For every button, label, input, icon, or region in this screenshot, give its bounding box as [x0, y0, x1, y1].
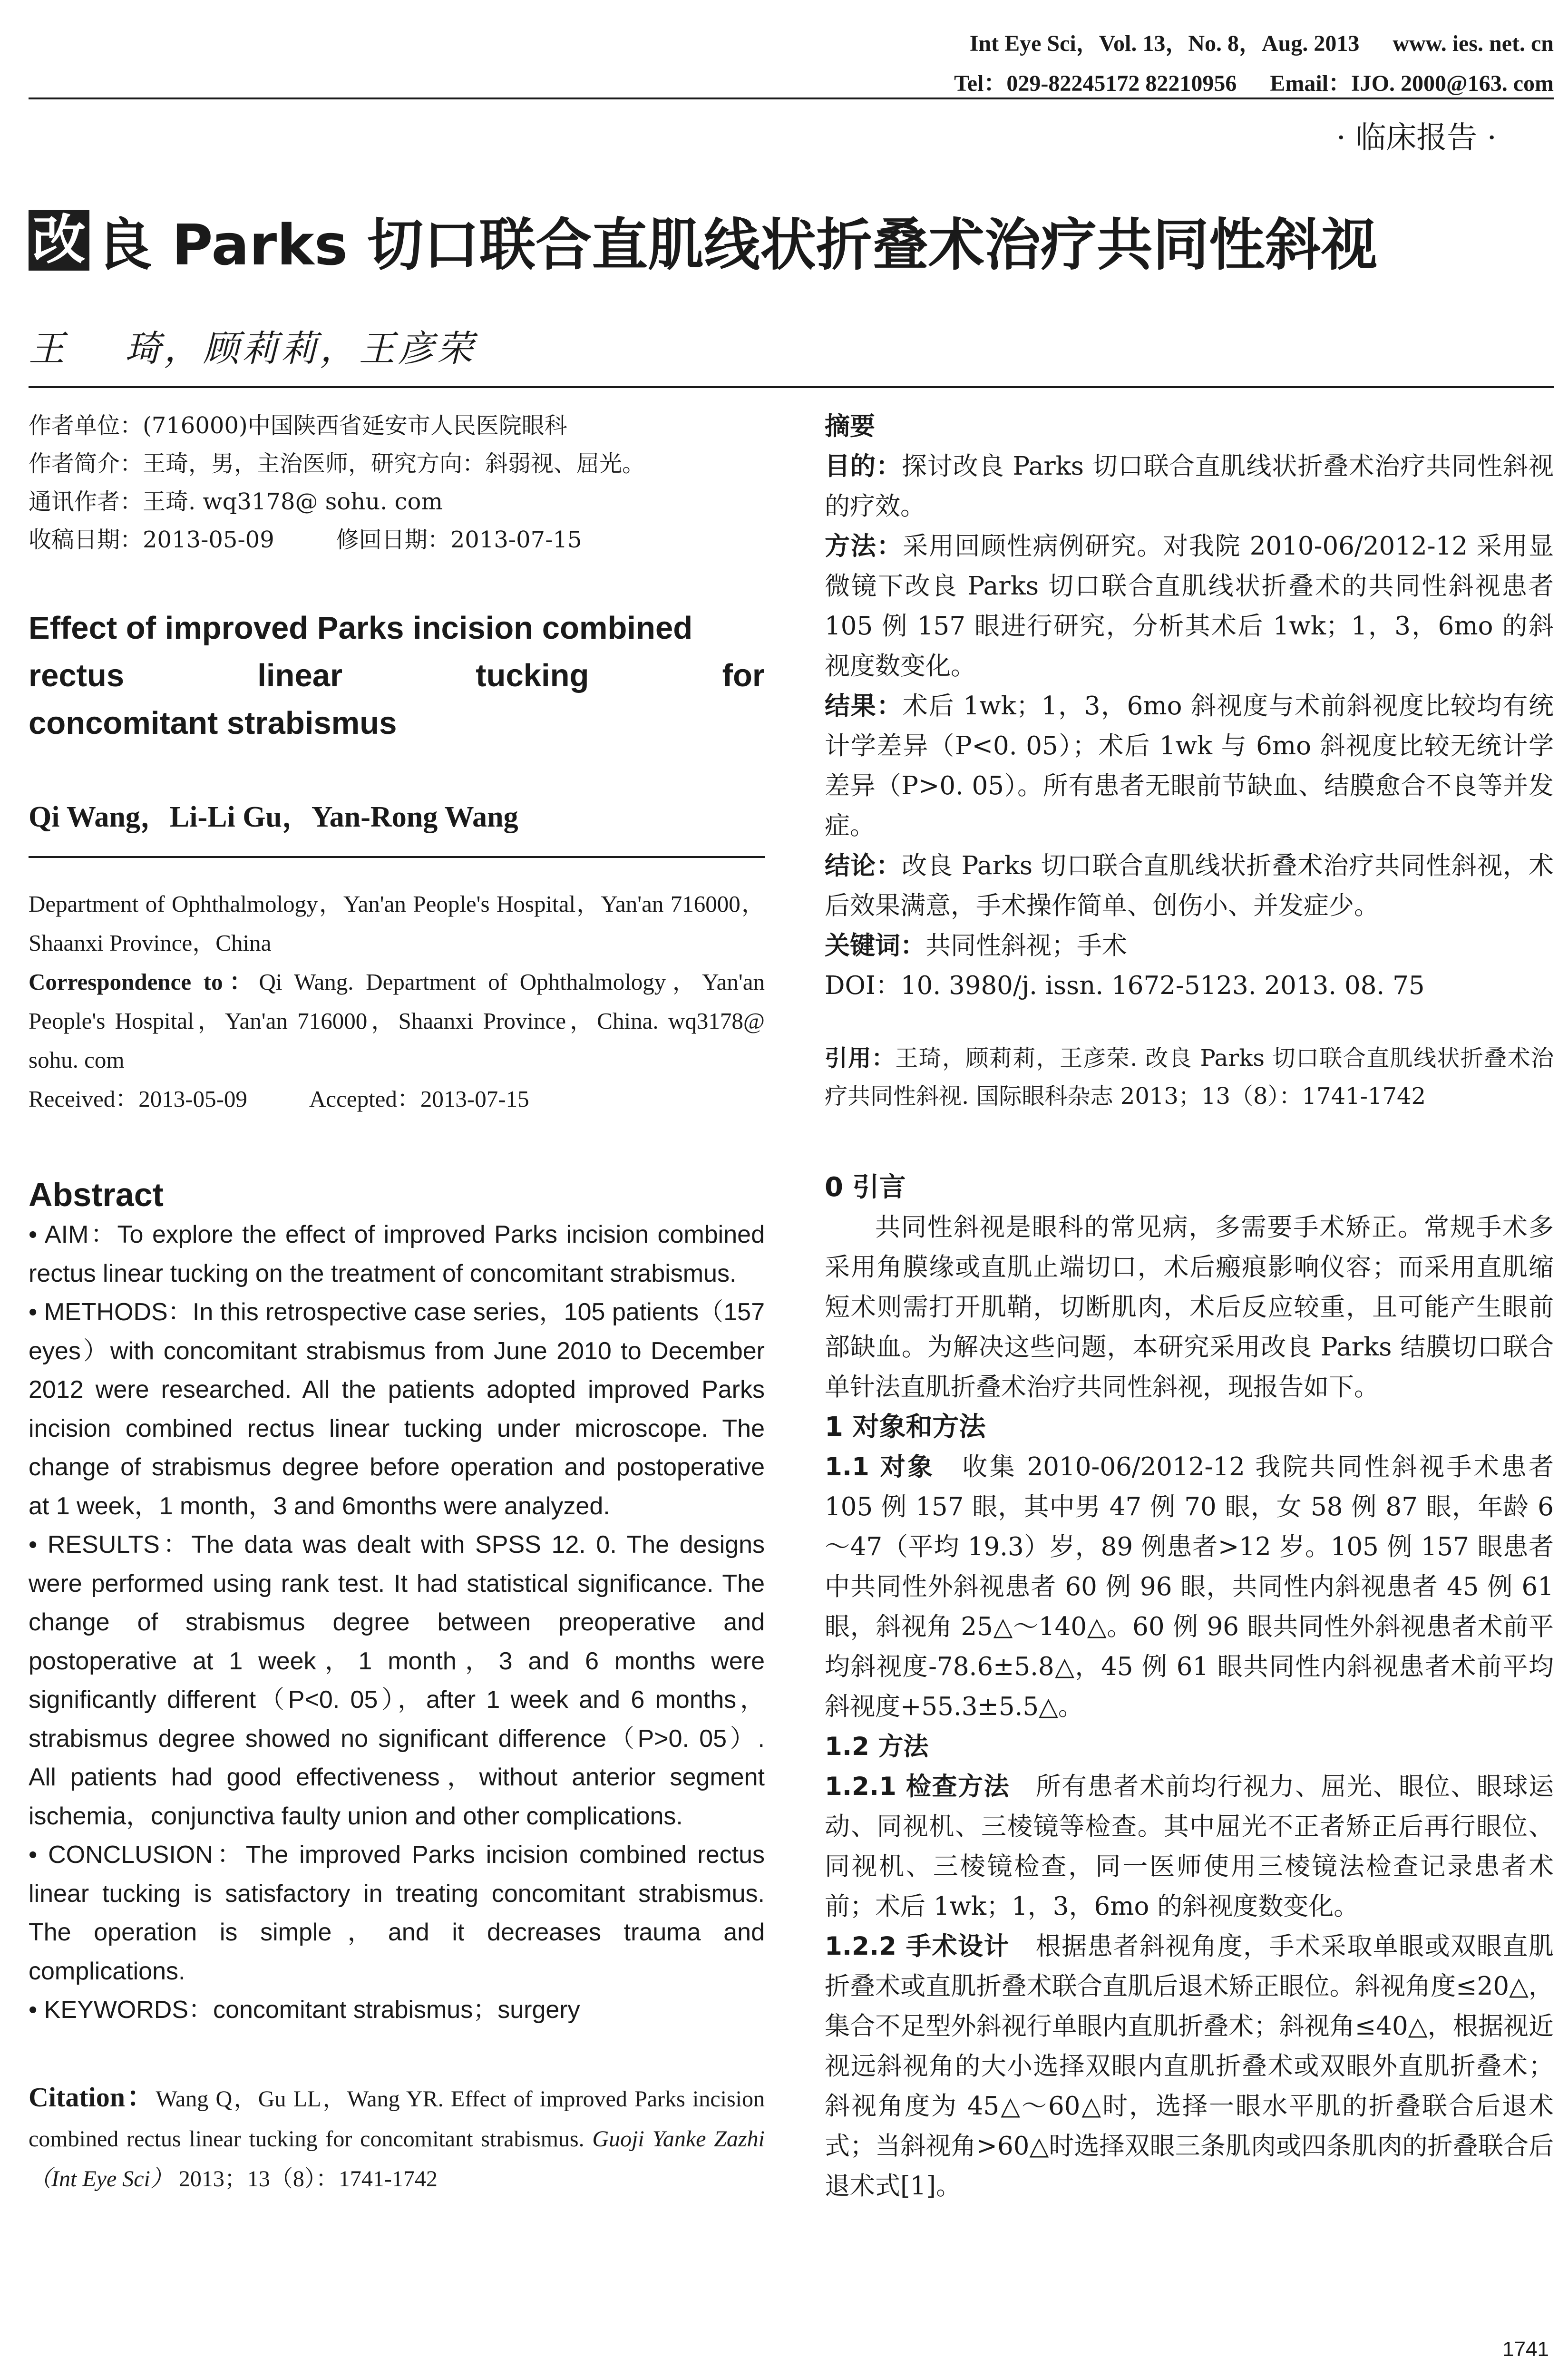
journal-tel: Tel：029-82245172 82210956: [954, 71, 1237, 96]
section-1-2-heading: 1.2 方法: [825, 1732, 929, 1761]
authors-cn: 王 琦，顾莉莉，王彦荣: [29, 327, 476, 370]
page-number: 1741: [1502, 2338, 1549, 2361]
english-title: [29, 604, 765, 747]
english-title-line2: [29, 652, 765, 700]
intro-paragraph: 共同性斜视是眼科的常见病，多需要手术矫正。常规手术多采用角膜缘或直肌止端切口，术后瘢痕影响仪容；而采用直肌缩短术则需打开肌鞘，切断肌肉，术后反应较重，且可能产生眼前部缺血。为解决这些问题，本研究采用改良 Parks 结膜切口联合单针法直肌折叠术治疗共同性斜视，现报告如下。: [825, 1213, 1554, 1402]
section-1-2-2-label: 1.2.2 手术设计: [825, 1932, 1010, 1961]
journal-website: www. ies. net. cn: [1393, 31, 1554, 56]
abstract-cn: [825, 407, 1554, 1006]
english-title-line1: Effect of improved Parks incision combined: [29, 610, 693, 646]
results-text: 术后 1wk；1，3，6mo 斜视度与术前斜视度比较均有统计学差异（P<0. 05）；术后 1wk 与 6mo 斜视度比较无统计学差异（P>0. 05）。所有患者无眼前节缺血、结膜愈合不良等并发症。: [825, 692, 1554, 840]
body-cn: [825, 1168, 1554, 2206]
methods-heading: 1 对象和方法: [825, 1412, 986, 1442]
revised-date-cn: 修回日期：2013-07-15: [336, 526, 582, 553]
author-info-cn: [29, 407, 765, 559]
citation-cn: [825, 1039, 1554, 1115]
abstract-cn-methods: [825, 526, 1554, 686]
abstract-cn-keywords: [825, 926, 1554, 966]
title-rule: [29, 386, 1554, 388]
methods-text: 采用回顾性病例研究。对我院 2010-06/2012-12 采用显微镜下改良 Parks 切口联合直肌线状折叠术的共同性斜视患者 105 例 157 眼进行研究，分析其术后 1wk；1，3，6mo 的斜视度数变化。: [825, 532, 1554, 681]
affiliation-block: [29, 885, 765, 1119]
conclusion-text: 改良 Parks 切口联合直肌线状折叠术治疗共同性斜视，术后效果满意，手术操作简单、创伤小、并发症少。: [825, 851, 1554, 920]
section-1-1-text: 收集 2010-06/2012-12 我院共同性斜视手术患者 105 例 157 眼，其中男 47 例 70 眼，女 58 例 87 眼，年龄 6～47（平均 19.3）岁，89 例患者>12 岁。105 例 157 眼患者中共同性外斜视患者 60 例 96 眼，共同性内斜视患者 45 例 61 眼，斜视角 25△～140△。60 例 96 眼共同性外斜视患者术前平均斜视度-78.6±5.8△，45 例 61 眼共同性内斜视患者术前平均斜视度+55.3±5.5△。: [825, 1452, 1554, 1721]
citation-cn-label: 引用：: [825, 1045, 896, 1072]
citation-label: Citation：: [29, 2081, 156, 2113]
correspondence-text: Qi Wang. Department of Ophthalmology，Yan'an People's Hospital，Yan'an 716000，Shaanxi Province，China. wq3178@ sohu. com: [29, 969, 765, 1073]
abstract-aim: • AIM：To explore the effect of improved Parks incision combined rectus linear tucking on the treatment of concomitant strabismus.: [29, 1221, 765, 1287]
contact-header: [954, 65, 1554, 97]
abstract-cn-conclusion: [825, 846, 1554, 926]
section-1-2-1-text: 所有患者术前均行视力、屈光、眼位、眼球运动、同视机、三棱镜等检查。其中屈光不正者矫正后再行眼位、同视机、三棱镜检查，同一医师使用三棱镜法检查记录患者术前；术后 1wk；1，3，6mo 的斜视度数变化。: [825, 1772, 1554, 1921]
journal-info: Int Eye Sci，Vol. 13，No. 8，Aug. 2013: [969, 31, 1360, 56]
author-unit: 作者单位：(716000)中国陕西省延安市人民医院眼科: [29, 412, 567, 439]
received-date-cn: 收稿日期：2013-05-09: [29, 526, 274, 553]
title-word: tucking: [476, 658, 589, 693]
methods-label: 方法：: [825, 532, 903, 561]
abstract-heading: Abstract: [29, 1176, 164, 1213]
section-1-2-2: [825, 1927, 1554, 2206]
english-authors: Qi Wang，Li-Li Gu，Yan-Rong Wang: [29, 801, 518, 833]
citation-cn-text: 王琦，顾莉莉，王彦荣. 改良 Parks 切口联合直肌线状折叠术治疗共同性斜视. 国际眼科杂志 2013；13（8）：1741-1742: [825, 1045, 1554, 1110]
section-1-2-2-text: 根据患者斜视角度，手术采取单眼或双眼直肌折叠术或直肌折叠术联合直肌后退术矫正眼位。斜视角度≤20△，集合不足型外斜视行单眼内直肌折叠术；斜视角≤40△，根据视近视远斜视角的大小选择双眼内直肌折叠术或双眼外直肌折叠术；斜视角度为 45△～60△时，选择一眼水平肌的折叠联合后退术式；当斜视角>60△时选择双眼三条肌肉或四条肌肉的折叠联合后退术式[1]。: [825, 1932, 1554, 2201]
abstract-results: • RESULTS：The data was dealt with SPSS 12. 0. The designs were performed using rank test. It had statistical significance. The change of strabismus degree between preoperative and postoperative at 1 week，1 month，3 and 6 months were significantly different（P<0. 05），after 1 week and 6 months，strabismus degree showed no significant difference（P>0. 05）. All patients had good effectiveness，without anterior segment ischemia，conjunctiva faulty union and other complications.: [29, 1531, 765, 1830]
citation-text: Wang Q，Gu LL，Wang YR. Effect of improved Parks incision combined rectus linear tucking for concomitant strabismus.: [29, 2086, 765, 2152]
section-1-2-1-label: 1.2.1 检查方法: [825, 1772, 1010, 1801]
journal-header: [970, 25, 1554, 58]
intro-heading: 0 引言: [825, 1172, 906, 1203]
title-word: rectus: [29, 658, 125, 693]
affiliation: Department of Ophthalmology，Yan'an People's Hospital，Yan'an 716000，Shaanxi Province，China: [29, 891, 765, 956]
aim-label: 目的：: [825, 452, 902, 481]
citation-journal: Guoji Yanke Zazhi（Int Eye Sci）: [29, 2126, 765, 2192]
title-text: 良 Parks 切口联合直肌线状折叠术治疗共同性斜视: [96, 212, 1378, 278]
correspondence: [29, 963, 765, 1080]
dates-cn: [29, 521, 765, 559]
keywords-label: 关键词：: [825, 931, 925, 960]
article-title: [29, 200, 1377, 281]
left-column: [29, 407, 765, 2199]
authors-rule: [29, 856, 765, 858]
doi: DOI：10. 3980/j. issn. 1672-5123. 2013. 08. 75: [825, 971, 1425, 1000]
title-word: for: [722, 658, 765, 693]
section-1-1: [825, 1447, 1554, 1727]
citation-tail: 2013；13（8）：1741-1742: [178, 2166, 438, 2192]
aim-text: 探讨改良 Parks 切口联合直肌线状折叠术治疗共同性斜视的疗效。: [825, 452, 1554, 521]
correspondence-label: Correspondence to：: [29, 969, 259, 995]
conclusion-label: 结论：: [825, 851, 902, 880]
dates-en: [29, 1080, 765, 1119]
abstract-conclusion: • CONCLUSION：The improved Parks incision combined rectus linear tucking is satisfactory in treating concomitant strabismus. The operation is simple，and it decreases trauma and complications.: [29, 1841, 765, 1985]
keywords-text: 共同性斜视；手术: [925, 931, 1127, 960]
corresponding-author: 通讯作者：王琦. wq3178@ sohu. com: [29, 488, 443, 515]
author-bio: 作者简介：王琦，男，主治医师，研究方向：斜弱视、屈光。: [29, 450, 645, 477]
results-label: 结果：: [825, 692, 903, 721]
received-date-en: Received：2013-05-09: [29, 1086, 247, 1112]
english-title-line3: concomitant strabismus: [29, 705, 397, 741]
abstract-methods: • METHODS：In this retrospective case series，105 patients（157 eyes）with concomitant strabismus from June 2010 to December 2012 were researched. All the patients adopted improved Parks incision combined rectus linear tucking under microscope. The change of strabismus degree before operation and postoperative at 1 week，1 month，3 and 6months were analyzed.: [29, 1298, 765, 1520]
abstract-cn-results: [825, 686, 1554, 846]
accepted-date-en: Accepted：2013-07-15: [309, 1086, 529, 1112]
abstract-keywords: • KEYWORDS：concomitant strabismus；surgery: [29, 1996, 580, 2024]
journal-email: Email：IJO. 2000@163. com: [1270, 71, 1554, 96]
abstract-en: [29, 1216, 765, 2030]
header-rule: [29, 97, 1554, 99]
abstract-cn-heading: 摘要: [825, 412, 875, 441]
section-1-1-label: 1.1 对象: [825, 1452, 935, 1481]
section-tag: · 临床报告 ·: [1336, 120, 1497, 156]
title-initial-mark: 改: [29, 210, 89, 271]
abstract-cn-aim: [825, 447, 1554, 526]
right-column: [825, 407, 1554, 2206]
title-word: linear: [257, 658, 343, 693]
citation-en: [29, 2077, 765, 2199]
section-1-2-1: [825, 1767, 1554, 1927]
